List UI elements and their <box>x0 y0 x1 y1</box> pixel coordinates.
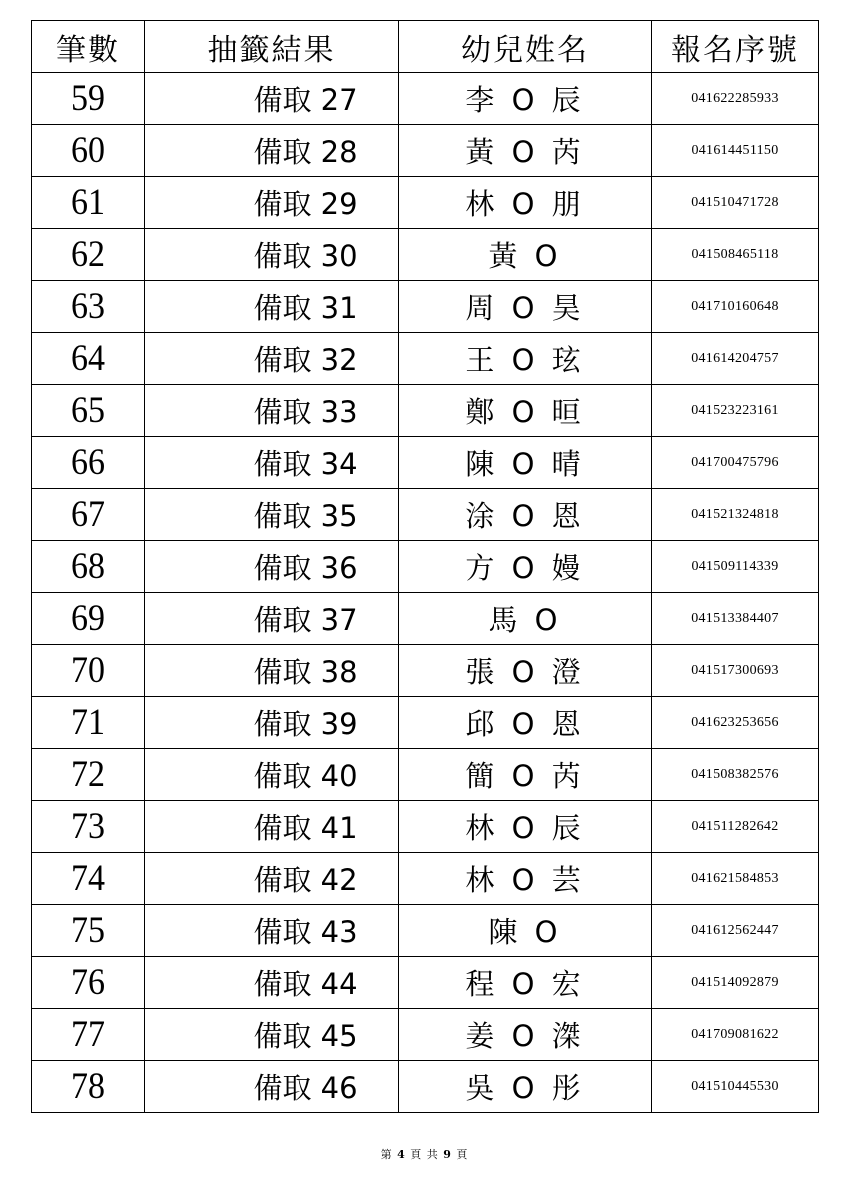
row-name-cell: 馬 O <box>399 593 652 645</box>
row-result-cell: 備取 34 <box>145 437 399 489</box>
row-registration-cell: 041614451150 <box>652 125 819 177</box>
row-count-cell: 68 <box>32 538 145 595</box>
table-row <box>32 749 819 801</box>
table-row <box>32 853 819 905</box>
row-result-cell: 備取 30 <box>145 229 399 281</box>
row-name-cell: 黃 O 芮 <box>399 125 652 177</box>
table-row <box>32 229 819 281</box>
row-name-cell: 方 O 嫚 <box>399 541 652 593</box>
row-registration-cell: 041514092879 <box>652 957 819 1009</box>
row-count-cell: 70 <box>32 642 145 699</box>
row-count-cell: 75 <box>32 902 145 959</box>
row-result-cell: 備取 46 <box>145 1061 399 1113</box>
row-registration-cell: 041511282642 <box>652 801 819 853</box>
row-count-cell: 76 <box>32 954 145 1011</box>
row-result-cell: 備取 32 <box>145 333 399 385</box>
footer-middle: 頁 共 <box>410 1148 439 1161</box>
row-registration-cell: 041510445530 <box>652 1061 819 1113</box>
table-row <box>32 593 819 645</box>
table-row <box>32 73 819 125</box>
row-result-cell: 備取 37 <box>145 593 399 645</box>
row-result-cell: 備取 27 <box>145 73 399 125</box>
row-count-cell: 71 <box>32 694 145 751</box>
row-result-cell: 備取 31 <box>145 281 399 333</box>
header-count: 筆數 <box>32 21 145 73</box>
row-name-cell: 林 O 朋 <box>399 177 652 229</box>
row-registration-cell: 041623253656 <box>652 697 819 749</box>
row-registration-cell: 041710160648 <box>652 281 819 333</box>
row-name-cell: 林 O 芸 <box>399 853 652 905</box>
row-registration-cell: 041510471728 <box>652 177 819 229</box>
footer-suffix: 頁 <box>456 1148 469 1161</box>
row-result-cell: 備取 35 <box>145 489 399 541</box>
row-registration-cell: 041700475796 <box>652 437 819 489</box>
row-result-cell: 備取 42 <box>145 853 399 905</box>
row-count-cell: 60 <box>32 122 145 179</box>
table-row <box>32 801 819 853</box>
table-row <box>32 957 819 1009</box>
row-name-cell: 涂 O 恩 <box>399 489 652 541</box>
row-name-cell: 程 O 宏 <box>399 957 652 1009</box>
row-registration-cell: 041523223161 <box>652 385 819 437</box>
row-result-cell: 備取 43 <box>145 905 399 957</box>
row-registration-cell: 041709081622 <box>652 1009 819 1061</box>
row-name-cell: 張 O 澄 <box>399 645 652 697</box>
row-result-cell: 備取 39 <box>145 697 399 749</box>
row-result-cell: 備取 38 <box>145 645 399 697</box>
row-name-cell: 王 O 玹 <box>399 333 652 385</box>
row-registration-cell: 041508465118 <box>652 229 819 281</box>
table-row <box>32 1061 819 1113</box>
row-result-cell: 備取 44 <box>145 957 399 1009</box>
table-body <box>32 73 819 1113</box>
footer-total-pages: 9 <box>443 1148 452 1161</box>
row-name-cell: 李 O 辰 <box>399 73 652 125</box>
row-count-cell: 64 <box>32 330 145 387</box>
row-count-cell: 77 <box>32 1006 145 1063</box>
row-count-cell: 67 <box>32 486 145 543</box>
lottery-results-table <box>31 20 819 1113</box>
row-registration-cell: 041614204757 <box>652 333 819 385</box>
row-count-cell: 78 <box>32 1058 145 1115</box>
row-name-cell: 姜 O 滐 <box>399 1009 652 1061</box>
row-registration-cell: 041521324818 <box>652 489 819 541</box>
row-name-cell: 吳 O 彤 <box>399 1061 652 1113</box>
row-result-cell: 備取 40 <box>145 749 399 801</box>
footer-prefix: 第 <box>380 1148 393 1161</box>
header-child-name: 幼兒姓名 <box>399 21 652 73</box>
row-count-cell: 66 <box>32 434 145 491</box>
row-result-cell: 備取 45 <box>145 1009 399 1061</box>
row-name-cell: 邱 O 恩 <box>399 697 652 749</box>
row-registration-cell: 041621584853 <box>652 853 819 905</box>
row-count-cell: 65 <box>32 382 145 439</box>
row-name-cell: 周 O 昊 <box>399 281 652 333</box>
footer-page-number: 4 <box>397 1148 406 1161</box>
table-row <box>32 645 819 697</box>
row-count-cell: 74 <box>32 850 145 907</box>
table-row <box>32 541 819 593</box>
table-row <box>32 489 819 541</box>
row-registration-cell: 041622285933 <box>652 73 819 125</box>
table-row <box>32 177 819 229</box>
table-row <box>32 333 819 385</box>
row-result-cell: 備取 29 <box>145 177 399 229</box>
table-row <box>32 905 819 957</box>
row-name-cell: 簡 O 芮 <box>399 749 652 801</box>
row-result-cell: 備取 41 <box>145 801 399 853</box>
header-registration-number: 報名序號 <box>652 21 819 73</box>
row-result-cell: 備取 36 <box>145 541 399 593</box>
row-registration-cell: 041612562447 <box>652 905 819 957</box>
row-name-cell: 林 O 辰 <box>399 801 652 853</box>
row-count-cell: 69 <box>32 590 145 647</box>
row-registration-cell: 041509114339 <box>652 541 819 593</box>
row-count-cell: 73 <box>32 798 145 855</box>
table-row <box>32 697 819 749</box>
row-name-cell: 陳 O 晴 <box>399 437 652 489</box>
row-name-cell: 陳 O <box>399 905 652 957</box>
row-registration-cell: 041513384407 <box>652 593 819 645</box>
row-registration-cell: 041508382576 <box>652 749 819 801</box>
row-result-cell: 備取 33 <box>145 385 399 437</box>
page-footer <box>0 1146 849 1162</box>
table-row <box>32 437 819 489</box>
table-row <box>32 1009 819 1061</box>
row-name-cell: 黃 O <box>399 229 652 281</box>
table-row <box>32 385 819 437</box>
row-count-cell: 61 <box>32 174 145 231</box>
row-result-cell: 備取 28 <box>145 125 399 177</box>
table-header <box>32 21 819 73</box>
header-draw-result: 抽籤結果 <box>145 21 399 73</box>
row-count-cell: 72 <box>32 746 145 803</box>
table-row <box>32 125 819 177</box>
row-count-cell: 59 <box>32 70 145 127</box>
row-count-cell: 63 <box>32 278 145 335</box>
table-row <box>32 281 819 333</box>
row-count-cell: 62 <box>32 226 145 283</box>
row-registration-cell: 041517300693 <box>652 645 819 697</box>
header-row <box>32 21 819 73</box>
row-name-cell: 鄭 O 晅 <box>399 385 652 437</box>
